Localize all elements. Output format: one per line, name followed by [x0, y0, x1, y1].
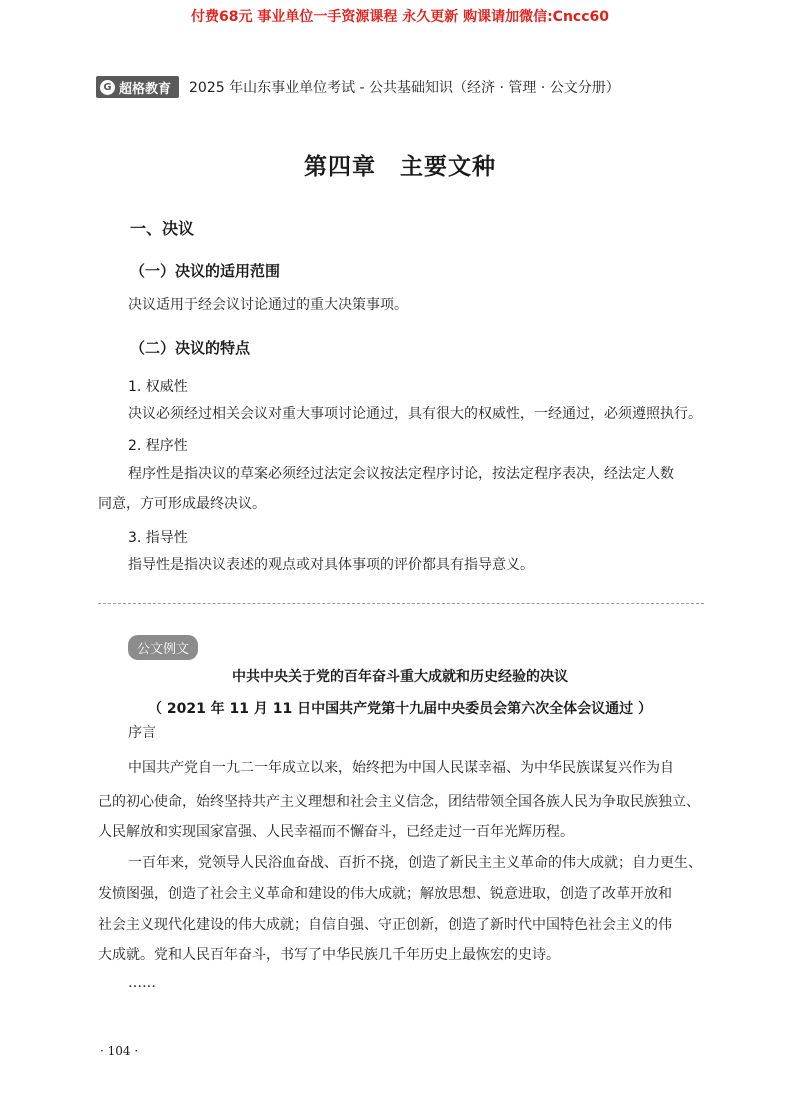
example-para1-line1: 中国共产党自一九二一年成立以来，始终把为中国人民谋幸福、为中华民族谋复兴作为自 [128, 760, 674, 776]
subsection-heading-features: （二）决议的特点 [130, 339, 251, 357]
feature-text-authority: 决议必须经过相关会议对重大事项讨论通过，具有很大的权威性，一经通过，必须遵照执行。 [128, 406, 702, 422]
feature-text-guidance: 指导性是指决议表述的观点或对具体事项的评价都具有指导意义。 [128, 557, 534, 573]
example-para1-line2: 己的初心使命，始终坚持共产主义理想和社会主义信念，团结带领全国各族人民为争取民族独立、 [98, 794, 700, 810]
page-header [96, 76, 620, 98]
example-para2-line4: 大成就。党和人民百年奋斗，书写了中华民族几千年历史上最恢宏的史诗。 [98, 947, 560, 963]
publisher-logo [96, 76, 179, 98]
feature-text-procedure-line1: 程序性是指决议的草案必须经过法定会议按法定程序讨论，按法定程序表决，经法定人数 [128, 466, 674, 482]
example-para2-line1: 一百年来，党领导人民浴血奋战、百折不挠，创造了新民主主义革命的伟大成就；自力更生、 [128, 855, 702, 871]
section-heading: 一、决议 [130, 219, 195, 238]
example-subtitle: （ 2021 年 11 月 11 日中国共产党第十九届中央委员会第六次全体会议通过 ） [147, 701, 653, 717]
example-badge: 公文例文 [128, 635, 198, 660]
feature-text-procedure-line2: 同意，方可形成最终决议。 [98, 496, 266, 512]
subsection-heading-scope: （一）决议的适用范围 [130, 262, 281, 280]
example-para2-line3: 社会主义现代化建设的伟大成就；自信自强、守正创新，创造了新时代中国特色社会主义的伟 [98, 917, 672, 933]
book-title: 2025 年山东事业单位考试 - 公共基础知识（经济 · 管理 · 公文分册） [189, 80, 620, 96]
example-ellipsis: …… [128, 975, 156, 991]
feature-title-guidance: 3. 指导性 [128, 530, 188, 546]
example-preface: 序言 [128, 725, 156, 741]
section-divider [98, 603, 704, 604]
chapter-title: 第四章 主要文种 [304, 153, 496, 180]
example-title: 中共中央关于党的百年奋斗重大成就和历史经验的决议 [232, 669, 568, 685]
logo-text: 超格教育 [119, 81, 172, 97]
scope-text: 决议适用于经会议讨论通过的重大决策事项。 [128, 297, 408, 313]
watermark-text: 付费68元 事业单位一手资源课程 永久更新 购课请加微信:Cncc60 [190, 9, 610, 25]
logo-icon: G [100, 80, 115, 95]
feature-title-authority: 1. 权威性 [128, 379, 188, 395]
example-para1-line3: 人民解放和实现国家富强、人民幸福而不懈奋斗，已经走过一百年光辉历程。 [98, 824, 574, 840]
page-number: · 104 · [100, 1044, 139, 1058]
feature-title-procedure: 2. 程序性 [128, 438, 188, 454]
example-para2-line2: 发愤图强，创造了社会主义革命和建设的伟大成就；解放思想、锐意进取，创造了改革开放和 [98, 886, 672, 902]
